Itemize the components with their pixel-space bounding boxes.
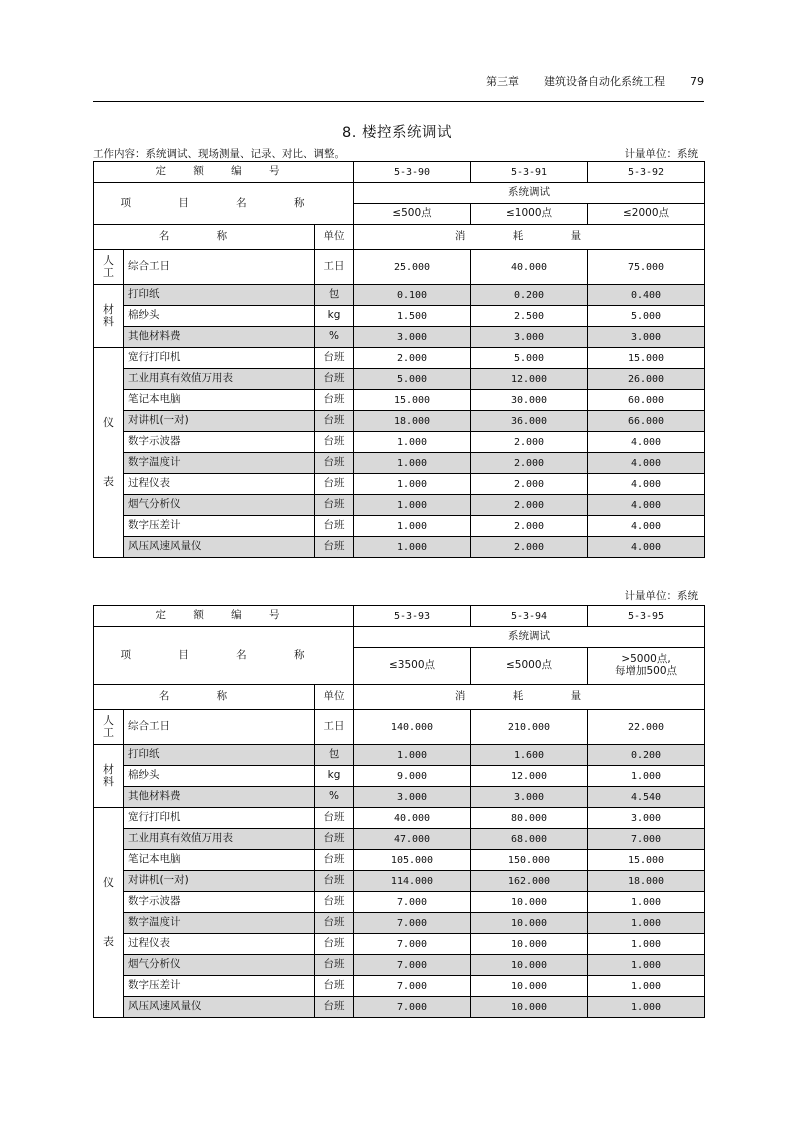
row-value: 162.000 (471, 871, 588, 892)
row-value: 4.000 (588, 495, 705, 516)
work-content: 工作内容：系统调试、现场测量、记录、对比、调整。 (93, 148, 345, 160)
row-value: 4.000 (588, 432, 705, 453)
table-row (94, 516, 705, 537)
table-row (94, 976, 705, 997)
row-value: 1.000 (588, 955, 705, 976)
table-row (94, 453, 705, 474)
row-value: 80.000 (471, 808, 588, 829)
row-value: 66.000 (588, 411, 705, 432)
row-name: 对讲机(一对) (124, 871, 315, 892)
quota-code: 5-3-90 (354, 162, 471, 183)
row-value: 15.000 (588, 348, 705, 369)
row-name: 风压风速风量仪 (124, 537, 315, 558)
item-name-header: 项 目 名 称 (94, 627, 354, 685)
category-labor: 人工 (94, 250, 124, 285)
row-name: 数字温度计 (124, 913, 315, 934)
table-row (94, 850, 705, 871)
row-value: 10.000 (471, 934, 588, 955)
spec-line: 每增加500点 (614, 665, 678, 677)
row-value: 0.200 (471, 285, 588, 306)
project-title: 系统调试 (354, 183, 705, 204)
row-value: 10.000 (471, 913, 588, 934)
row-name: 打印纸 (124, 745, 315, 766)
spec-line: >5000点, (621, 653, 671, 666)
row-value: 1.000 (354, 432, 471, 453)
header-rule (93, 101, 704, 102)
row-unit: 台班 (315, 892, 354, 913)
row-value: 15.000 (588, 850, 705, 871)
row-unit: 台班 (315, 871, 354, 892)
row-value: 7.000 (354, 913, 471, 934)
row-value: 1.000 (588, 976, 705, 997)
labor-value: 22.000 (588, 710, 705, 745)
table-row (94, 369, 705, 390)
quota-number-header: 定 额 编 号 (94, 606, 354, 627)
table-row (94, 829, 705, 850)
category-labor: 人工 (94, 710, 124, 745)
table-row (94, 495, 705, 516)
row-unit: 台班 (315, 390, 354, 411)
row-value: 10.000 (471, 892, 588, 913)
consumption-header: 消 耗 量 (354, 685, 705, 710)
row-value: 10.000 (471, 955, 588, 976)
row-value: 1.000 (588, 934, 705, 955)
row-value: 1.000 (354, 495, 471, 516)
row-name: 笔记本电脑 (124, 390, 315, 411)
spec-cell: ≤1000点 (471, 204, 588, 225)
row-value: 3.000 (471, 327, 588, 348)
row-value: 9.000 (354, 766, 471, 787)
row-value: 3.000 (588, 808, 705, 829)
row-value: 0.400 (588, 285, 705, 306)
measure-unit-label: 计量单位：系统 (624, 148, 698, 160)
table-row (94, 411, 705, 432)
row-name: 烟气分析仪 (124, 955, 315, 976)
spec-cell: ≤2000点 (588, 204, 705, 225)
row-name: 宽行打印机 (124, 348, 315, 369)
category-instrument: 仪 表 (94, 808, 124, 1018)
row-value: 4.000 (588, 516, 705, 537)
row-unit: 台班 (315, 411, 354, 432)
row-value: 15.000 (354, 390, 471, 411)
quota-table-2 (93, 605, 705, 1018)
row-name: 烟气分析仪 (124, 495, 315, 516)
row-unit: 台班 (315, 537, 354, 558)
row-value: 40.000 (354, 808, 471, 829)
row-unit: 台班 (315, 829, 354, 850)
row-value: 7.000 (354, 976, 471, 997)
labor-value: 75.000 (588, 250, 705, 285)
row-name: 数字压差计 (124, 516, 315, 537)
row-value: 36.000 (471, 411, 588, 432)
row-name: 打印纸 (124, 285, 315, 306)
row-value: 1.000 (354, 537, 471, 558)
category-instrument: 仪 表 (94, 348, 124, 558)
table-row (94, 327, 705, 348)
row-name: 对讲机(一对) (124, 411, 315, 432)
book-title: 建筑设备自动化系统工程 (544, 75, 665, 88)
row-name: 宽行打印机 (124, 808, 315, 829)
chapter-label: 第三章 (486, 75, 519, 88)
table-row (94, 934, 705, 955)
row-value: 3.000 (354, 327, 471, 348)
row-value: 30.000 (471, 390, 588, 411)
row-value: 114.000 (354, 871, 471, 892)
row-value: 3.000 (471, 787, 588, 808)
row-value: 4.540 (588, 787, 705, 808)
row-unit: 台班 (315, 976, 354, 997)
row-name: 工业用真有效值万用表 (124, 369, 315, 390)
row-value: 2.000 (354, 348, 471, 369)
labor-unit: 工日 (315, 710, 354, 745)
row-value: 1.000 (588, 913, 705, 934)
row-unit: kg (315, 766, 354, 787)
row-name: 数字示波器 (124, 432, 315, 453)
row-value: 3.000 (354, 787, 471, 808)
table-row (94, 955, 705, 976)
row-value: 4.000 (588, 537, 705, 558)
table-row (94, 432, 705, 453)
row-value: 1.000 (354, 453, 471, 474)
spec-cell: ≤3500点 (354, 648, 471, 685)
row-name: 数字压差计 (124, 976, 315, 997)
row-value: 2.000 (471, 537, 588, 558)
row-value: 7.000 (354, 955, 471, 976)
row-unit: 台班 (315, 808, 354, 829)
quota-code: 5-3-94 (471, 606, 588, 627)
row-name: 工业用真有效值万用表 (124, 829, 315, 850)
table-row (94, 474, 705, 495)
page-number: 79 (690, 75, 704, 88)
table-row (94, 306, 705, 327)
quota-code: 5-3-95 (588, 606, 705, 627)
project-title: 系统调试 (354, 627, 705, 648)
row-name: 数字示波器 (124, 892, 315, 913)
table-row (94, 537, 705, 558)
row-value: 5.000 (471, 348, 588, 369)
row-unit: 台班 (315, 474, 354, 495)
row-value: 1.000 (588, 892, 705, 913)
labor-unit: 工日 (315, 250, 354, 285)
row-value: 1.000 (588, 766, 705, 787)
row-value: 7.000 (354, 892, 471, 913)
row-value: 1.500 (354, 306, 471, 327)
row-unit: 台班 (315, 850, 354, 871)
unit-header: 单位 (315, 225, 354, 250)
row-name: 数字温度计 (124, 453, 315, 474)
labor-value: 25.000 (354, 250, 471, 285)
item-name-header: 项 目 名 称 (94, 183, 354, 225)
spec-cell (588, 648, 705, 685)
name-header: 名 称 (94, 225, 315, 250)
row-unit: 包 (315, 285, 354, 306)
row-value: 4.000 (588, 474, 705, 495)
section-title: 8. 楼控系统调试 (342, 125, 452, 141)
category-material: 材料 (94, 745, 124, 808)
row-unit: 台班 (315, 934, 354, 955)
table-row (94, 348, 705, 369)
row-value: 10.000 (471, 976, 588, 997)
row-unit: % (315, 327, 354, 348)
table-row (94, 808, 705, 829)
table-row (94, 871, 705, 892)
row-value: 2.000 (471, 432, 588, 453)
name-header: 名 称 (94, 685, 315, 710)
row-unit: 包 (315, 745, 354, 766)
unit-header: 单位 (315, 685, 354, 710)
row-value: 18.000 (588, 871, 705, 892)
row-name: 过程仪表 (124, 474, 315, 495)
row-value: 2.000 (471, 453, 588, 474)
row-value: 1.000 (354, 745, 471, 766)
labor-name: 综合工日 (124, 710, 315, 745)
row-name: 笔记本电脑 (124, 850, 315, 871)
row-value: 0.100 (354, 285, 471, 306)
row-value: 60.000 (588, 390, 705, 411)
row-unit: 台班 (315, 369, 354, 390)
row-value: 12.000 (471, 766, 588, 787)
row-value: 68.000 (471, 829, 588, 850)
row-value: 1.600 (471, 745, 588, 766)
row-value: 0.200 (588, 745, 705, 766)
row-value: 5.000 (588, 306, 705, 327)
row-unit: 台班 (315, 913, 354, 934)
row-unit: 台班 (315, 453, 354, 474)
row-unit: 台班 (315, 348, 354, 369)
row-name: 风压风速风量仪 (124, 997, 315, 1018)
category-material: 材料 (94, 285, 124, 348)
table-row (94, 766, 705, 787)
quota-code: 5-3-91 (471, 162, 588, 183)
row-name: 其他材料费 (124, 327, 315, 348)
spec-cell: ≤500点 (354, 204, 471, 225)
labor-value: 140.000 (354, 710, 471, 745)
row-value: 1.000 (588, 997, 705, 1018)
row-value: 18.000 (354, 411, 471, 432)
row-value: 150.000 (471, 850, 588, 871)
row-value: 47.000 (354, 829, 471, 850)
row-unit: 台班 (315, 516, 354, 537)
row-value: 4.000 (588, 453, 705, 474)
row-value: 2.000 (471, 495, 588, 516)
row-value: 2.000 (471, 474, 588, 495)
table-row (94, 997, 705, 1018)
row-value: 1.000 (354, 474, 471, 495)
quota-code: 5-3-93 (354, 606, 471, 627)
quota-number-header: 定 额 编 号 (94, 162, 354, 183)
table-row (94, 892, 705, 913)
table-row (94, 390, 705, 411)
row-unit: 台班 (315, 495, 354, 516)
row-value: 12.000 (471, 369, 588, 390)
row-value: 7.000 (354, 934, 471, 955)
labor-value: 210.000 (471, 710, 588, 745)
row-unit: 台班 (315, 997, 354, 1018)
running-header (93, 73, 704, 89)
table-row (94, 285, 705, 306)
row-value: 7.000 (588, 829, 705, 850)
row-value: 105.000 (354, 850, 471, 871)
row-value: 10.000 (471, 997, 588, 1018)
row-unit: kg (315, 306, 354, 327)
row-value: 1.000 (354, 516, 471, 537)
row-name: 其他材料费 (124, 787, 315, 808)
labor-name: 综合工日 (124, 250, 315, 285)
row-unit: 台班 (315, 955, 354, 976)
consumption-header: 消 耗 量 (354, 225, 705, 250)
row-value: 2.500 (471, 306, 588, 327)
row-value: 26.000 (588, 369, 705, 390)
table-row (94, 913, 705, 934)
row-name: 棉纱头 (124, 766, 315, 787)
row-value: 7.000 (354, 997, 471, 1018)
table-row (94, 787, 705, 808)
measure-unit-label: 计量单位：系统 (624, 590, 698, 602)
row-value: 3.000 (588, 327, 705, 348)
quota-code: 5-3-92 (588, 162, 705, 183)
table-row (94, 745, 705, 766)
labor-value: 40.000 (471, 250, 588, 285)
row-name: 棉纱头 (124, 306, 315, 327)
row-value: 5.000 (354, 369, 471, 390)
row-value: 2.000 (471, 516, 588, 537)
row-name: 过程仪表 (124, 934, 315, 955)
row-unit: % (315, 787, 354, 808)
spec-cell: ≤5000点 (471, 648, 588, 685)
row-unit: 台班 (315, 432, 354, 453)
quota-table-1 (93, 161, 705, 558)
